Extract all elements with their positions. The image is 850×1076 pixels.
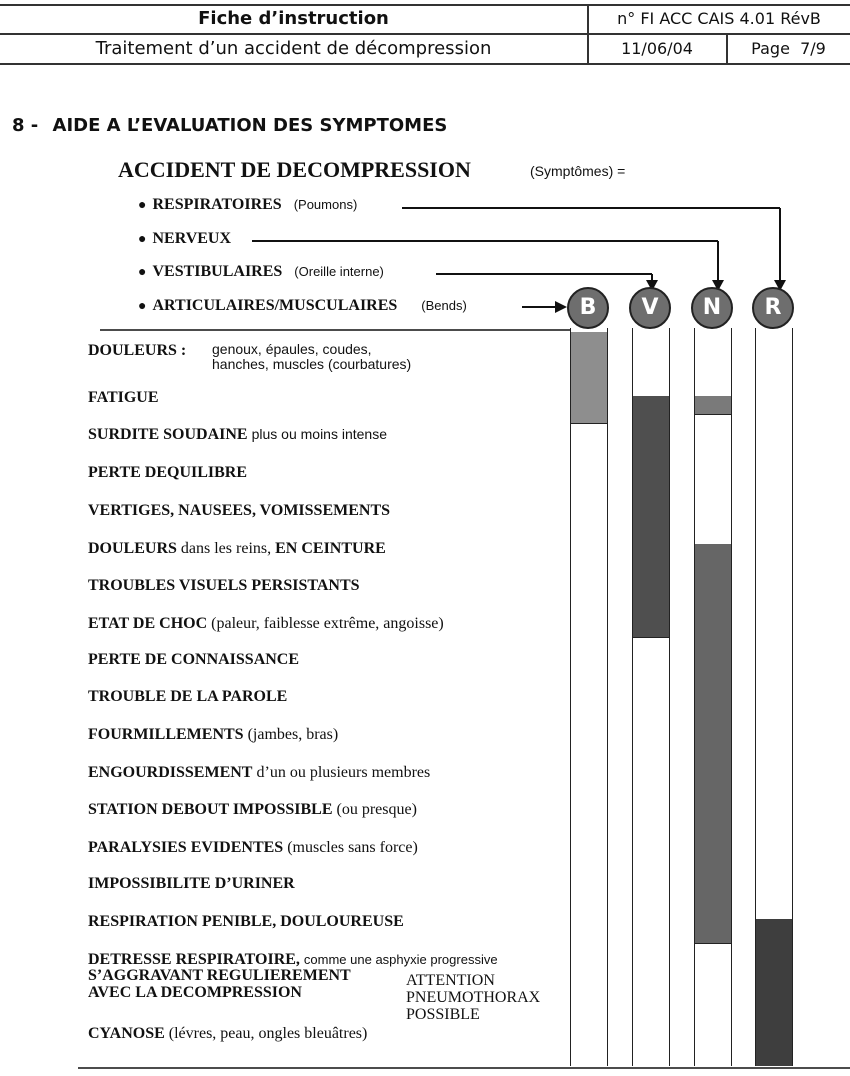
symptom-surdite: SURDITE SOUDAINE plus ou moins intense: [88, 426, 388, 443]
document-date: 11/06/04: [621, 39, 693, 58]
symptom-perte-equilibre: PERTE DEQUILIBRE: [88, 464, 248, 481]
symptom-douleurs-reins: DOULEURS dans les reins, EN CEINTURE: [88, 540, 386, 557]
bar-b-douleurs-fatigue: [571, 332, 607, 424]
symptom-etat-choc: ETAT DE CHOC (paleur, faiblesse extrême, angoisse): [88, 615, 444, 632]
bar-n-fatigue: [695, 396, 731, 415]
symptom-paralysies: PARALYSIES EVIDENTES (muscles sans force): [88, 839, 418, 856]
bullet-icon: ●: [138, 299, 147, 314]
section-title: AIDE A L’EVALUATION DES SYMPTOMES: [52, 115, 448, 136]
arrow-head-b: [555, 301, 567, 313]
column-b: [570, 328, 608, 1066]
symptom-fatigue: FATIGUE: [88, 389, 159, 406]
bar-r-respiratoires: [756, 919, 792, 1066]
page-number: Page 7/9: [751, 39, 826, 58]
bullet-icon: ●: [138, 265, 147, 280]
bullet-icon: ●: [138, 232, 147, 247]
category-vestibulaires: ● VESTIBULAIRES (Oreille interne): [138, 263, 384, 280]
section-number: 8 -: [12, 115, 39, 136]
diagram-heading: ACCIDENT DE DECOMPRESSION: [118, 157, 471, 182]
column-r: [755, 328, 793, 1066]
symptom-vertiges: VERTIGES, NAUSEES, VOMISSEMENTS: [88, 502, 391, 519]
column-v: [632, 328, 670, 1066]
symptom-fourmillements: FOURMILLEMENTS (jambes, bras): [88, 726, 339, 743]
category-nerveux: ● NERVEUX: [138, 230, 232, 247]
column-r-badge: R: [752, 287, 794, 329]
symptom-douleurs: DOULEURS :: [88, 342, 187, 359]
symptom-cyanose: CYANOSE (lévres, peau, ongles bleuâtres): [88, 1025, 368, 1042]
category-respiratoires: ● RESPIRATOIRES (Poumons): [138, 196, 358, 213]
symptom-detresse: DETRESSE RESPIRATOIRE, comme une asphyxie progressive: [88, 951, 498, 968]
symptom-uriner: IMPOSSIBILITE D’URINER: [88, 875, 295, 892]
document-subtitle: Traitement d’un accident de décompression: [95, 38, 492, 59]
symptom-aggravant: S’AGGRAVANT REGULIEREMENT AVEC LA DECOMPRESSION: [88, 967, 351, 1001]
category-articulaires: ● ARTICULAIRES/MUSCULAIRES (Bends): [138, 297, 467, 314]
symptom-troubles-visuels: TROUBLES VISUELS PERSISTANTS: [88, 577, 360, 594]
column-n-badge: N: [691, 287, 733, 329]
document-reference: n° FI ACC CAIS 4.01 RévB: [617, 9, 821, 28]
column-b-badge: B: [567, 287, 609, 329]
symptom-engourdissement: ENGOURDISSEMENT d’un ou plusieurs membres: [88, 764, 431, 781]
column-n: [694, 328, 732, 1066]
symptom-respiration-penible: RESPIRATION PENIBLE, DOULOUREUSE: [88, 913, 404, 930]
column-v-badge: V: [629, 287, 671, 329]
bar-n-nerveux: [695, 544, 731, 944]
symptom-station-debout: STATION DEBOUT IMPOSSIBLE (ou presque): [88, 801, 417, 818]
bullet-icon: ●: [138, 198, 147, 213]
symptom-douleurs-note: genoux, épaules, coudes, hanches, muscles (courbatures): [212, 341, 412, 372]
document-title: Fiche d’instruction: [198, 8, 389, 29]
symptom-trouble-parole: TROUBLE DE LA PAROLE: [88, 688, 288, 705]
diagram-heading-note: (Symptômes) =: [530, 163, 626, 179]
bar-v-vestibulaires: [633, 396, 669, 638]
attention-pneumothorax: ATTENTION PNEUMOTHORAX POSSIBLE: [406, 972, 541, 1023]
symptom-perte-connaissance: PERTE DE CONNAISSANCE: [88, 651, 300, 668]
